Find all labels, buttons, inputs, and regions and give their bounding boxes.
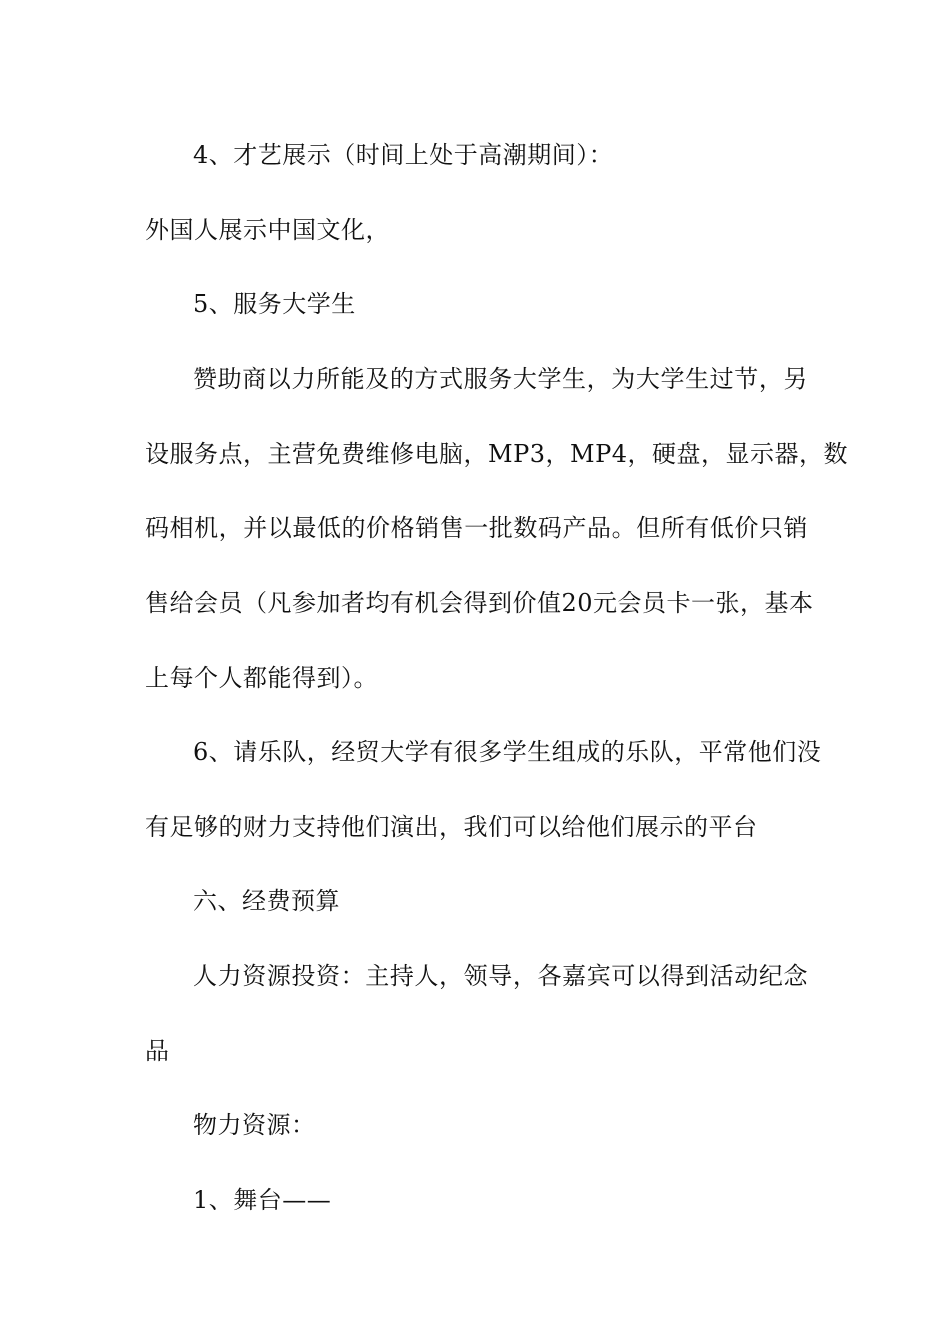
paragraph-line: 外国人展示中国文化， [145, 216, 390, 244]
section-heading-talent-show: 4、才艺展示（时间上处于高潮期间）： [193, 141, 614, 169]
paragraph-line: 物力资源： [193, 1111, 316, 1139]
section-heading-budget: 六、经费预算 [193, 887, 340, 915]
paragraph-line: 人力资源投资：主持人，领导，各嘉宾可以得到活动纪念 [193, 962, 808, 990]
paragraph-line: 6、请乐队，经贸大学有很多学生组成的乐队，平常他们没 [193, 738, 822, 766]
paragraph-line: 赞助商以力所能及的方式服务大学生，为大学生过节，另 [193, 365, 808, 393]
paragraph-line: 品 [145, 1037, 170, 1065]
paragraph-line: 设服务点，主营免费维修电脑，MP3，MP4，硬盘，显示器，数 [145, 440, 848, 468]
paragraph-line: 售给会员（凡参加者均有机会得到价值20元会员卡一张，基本 [145, 589, 814, 617]
paragraph-line: 有足够的财力支持他们演出，我们可以给他们展示的平台 [145, 813, 758, 841]
section-heading-serve-students: 5、服务大学生 [193, 290, 356, 318]
paragraph-line: 上每个人都能得到）。 [145, 664, 378, 692]
list-item-stage: 1、舞台—— [193, 1186, 332, 1214]
paragraph-line: 码相机，并以最低的价格销售一批数码产品。但所有低价只销 [145, 514, 808, 542]
